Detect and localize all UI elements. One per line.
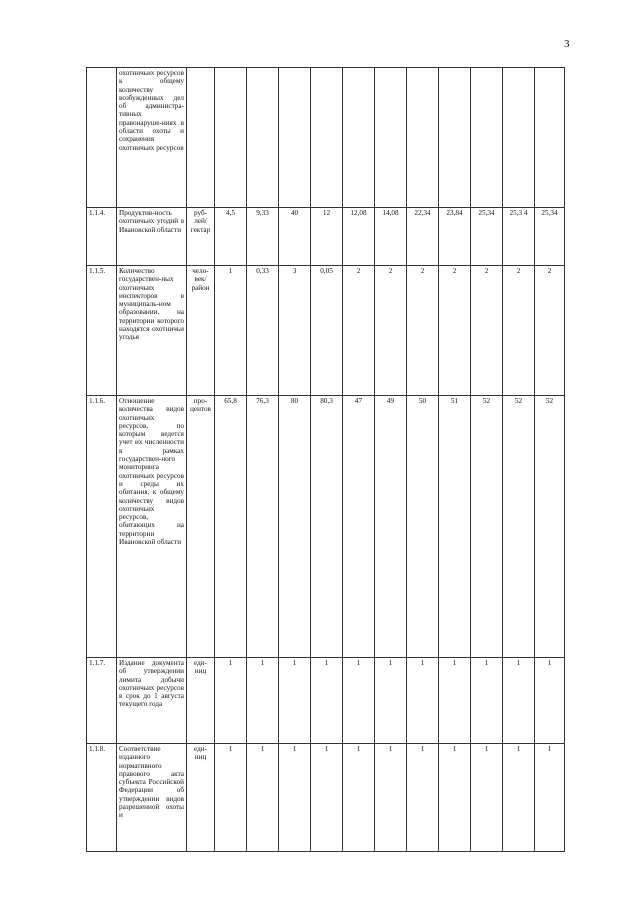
value-cell: 2 [343,266,375,396]
value-cell: 52 [471,396,503,658]
value-cell: 1 [375,658,407,744]
value-cell: 1 [439,744,471,852]
unit-cell: чело-век/ район [187,266,215,396]
value-cell [375,68,407,208]
value-cell: 3 [279,266,311,396]
indicator-description-cell: Отношение количества видов охотничьих ресурсов, по которым ведется учет их численности в рамках государствен-ного мониторинга охотничьих ресурсов и среды их обитания, к общему количеству видов охотничьих ресурсов, обитающих на территории Ивановской области [117,396,187,658]
value-cell: 1 [215,266,247,396]
unit-cell: еди-ниц [187,658,215,744]
row-number-cell: 1.1.8. [87,744,117,852]
value-cell [279,68,311,208]
value-cell: 65,8 [215,396,247,658]
value-cell: 25,3 4 [503,208,535,266]
row-number-cell: 1.1.4. [87,208,117,266]
indicator-description-cell: Издание документа об утверждении лимита добычи охотничьих ресурсов в срок до 1 августа текущего года [117,658,187,744]
row-number-cell: 1.1.7. [87,658,117,744]
value-cell: 14,08 [375,208,407,266]
table-row [87,396,565,658]
value-cell: 1 [247,744,279,852]
value-cell: 1 [503,744,535,852]
value-cell: 2 [375,266,407,396]
value-cell: 0,33 [247,266,279,396]
page-number: 3 [564,38,570,50]
value-cell: 1 [343,658,375,744]
value-cell: 1 [407,744,439,852]
value-cell: 49 [375,396,407,658]
row-number-cell [87,68,117,208]
value-cell: 1 [215,744,247,852]
value-cell: 80,3 [311,396,343,658]
indicator-description-cell: Продуктив-ность охотничьих угодий в Ивановской области [117,208,187,266]
value-cell: 1 [311,744,343,852]
value-cell: 12 [311,208,343,266]
value-cell: 1 [375,744,407,852]
table-row [87,658,565,744]
value-cell: 1 [343,744,375,852]
value-cell: 1 [535,744,565,852]
value-cell: 52 [503,396,535,658]
value-cell: 4,5 [215,208,247,266]
value-cell: 47 [343,396,375,658]
value-cell: 1 [503,658,535,744]
value-cell [215,68,247,208]
value-cell: 2 [471,266,503,396]
indicator-description-cell: Соответствие изданного нормативного правового акта субъекта Российской Федерации об утверждении видов разрешенной охоты и [117,744,187,852]
value-cell: 80 [279,396,311,658]
value-cell: 51 [439,396,471,658]
indicators-table [86,67,565,852]
value-cell: 1 [215,658,247,744]
value-cell: 2 [407,266,439,396]
value-cell: 12,08 [343,208,375,266]
value-cell: 52 [535,396,565,658]
value-cell [343,68,375,208]
value-cell: 2 [535,266,565,396]
value-cell: 2 [503,266,535,396]
value-cell: 22,34 [407,208,439,266]
value-cell [535,68,565,208]
indicator-description-cell: охотничьих ресурсов к общему количеству возбужденных дел об администра-тивных правонаруше-ниях в области охоты и сохранения охотничьих ресурсов [117,68,187,208]
value-cell [311,68,343,208]
indicator-description-cell: Количество государствен-ных охотничьих инспекторов в муниципаль-ном образовании, на территории которого находятся охотничьи угодья [117,266,187,396]
value-cell [247,68,279,208]
value-cell: 1 [439,658,471,744]
row-number-cell: 1.1.5. [87,266,117,396]
value-cell [439,68,471,208]
table-row [87,208,565,266]
value-cell [471,68,503,208]
row-number-cell: 1.1.6. [87,396,117,658]
unit-cell: про-центов [187,396,215,658]
value-cell: 9,33 [247,208,279,266]
table-row [87,744,565,852]
value-cell: 1 [471,744,503,852]
value-cell: 0,05 [311,266,343,396]
value-cell: 1 [471,658,503,744]
value-cell: 1 [279,658,311,744]
table-row [87,266,565,396]
value-cell: 50 [407,396,439,658]
value-cell [407,68,439,208]
value-cell [503,68,535,208]
value-cell: 1 [311,658,343,744]
unit-cell: руб-лей/ гектар [187,208,215,266]
unit-cell: еди-ниц [187,744,215,852]
value-cell: 76,3 [247,396,279,658]
value-cell: 1 [407,658,439,744]
value-cell: 25,34 [535,208,565,266]
value-cell: 25,34 [471,208,503,266]
value-cell: 1 [247,658,279,744]
unit-cell [187,68,215,208]
value-cell: 1 [279,744,311,852]
value-cell: 1 [535,658,565,744]
value-cell: 2 [439,266,471,396]
table-row [87,68,565,208]
value-cell: 40 [279,208,311,266]
value-cell: 23,84 [439,208,471,266]
